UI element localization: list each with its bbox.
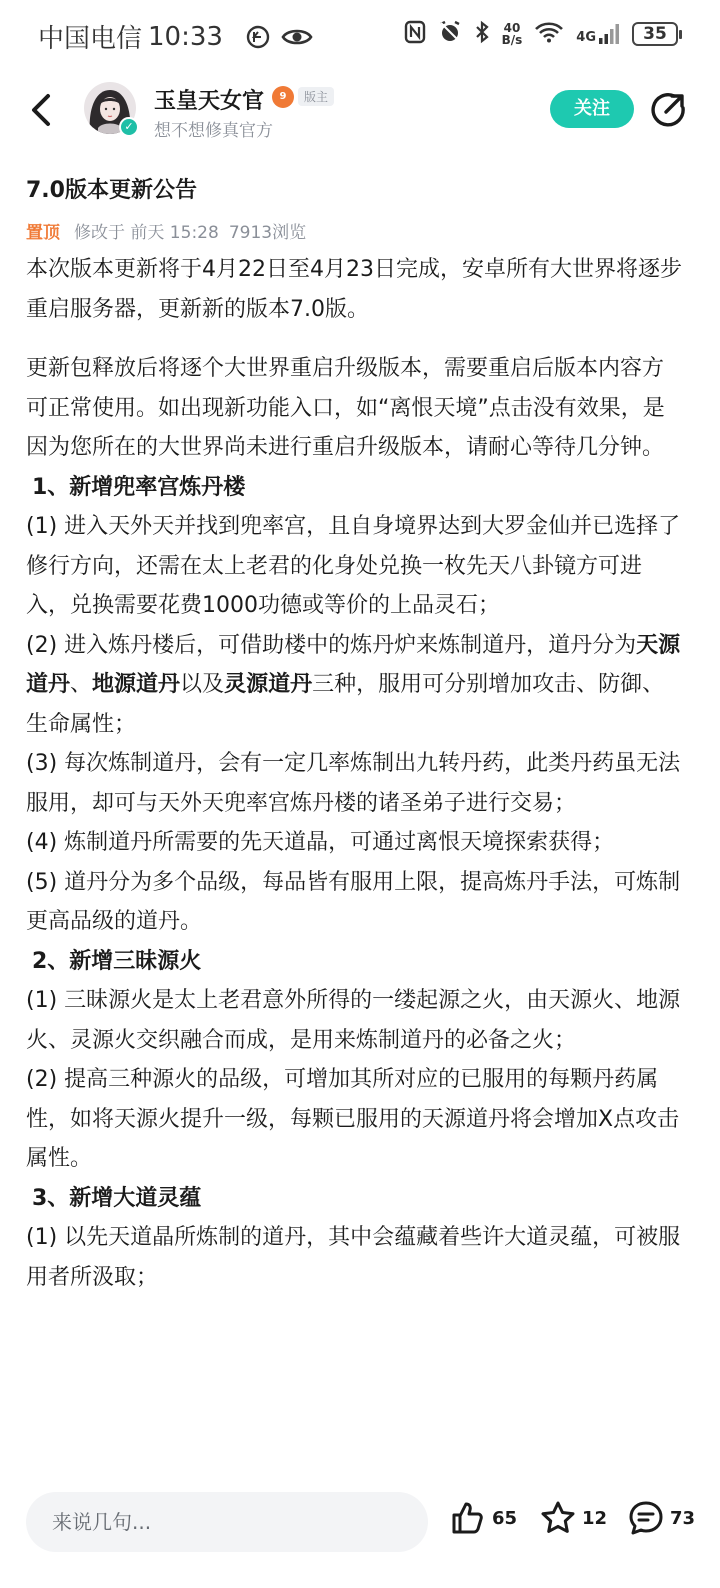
modified-time: 修改于 前天 15:28 xyxy=(74,223,219,243)
star-icon xyxy=(540,1500,576,1536)
paragraph: (2) 提高三种源火的品级，可增加其所对应的已服用的每颗丹药属性，如将天源火提升一级，每颗已服用的天源道丹将会增加X点攻击属性。 xyxy=(26,1067,680,1171)
thumbs-up-icon xyxy=(450,1500,486,1536)
bottom-action-bar xyxy=(0,1478,720,1588)
battery-level: 35 xyxy=(632,22,678,46)
paragraph: (5) 道丹分为多个品级，每品皆有服用上限，提高炼丹手法，可炼制更高品级的道丹。 xyxy=(26,869,681,934)
paragraph: (1) 以先天道晶所炼制的道丹，其中会蕴藏着些许大道灵蕴，可被服用者所汲取； xyxy=(26,1225,681,1290)
like-button[interactable] xyxy=(450,1500,517,1536)
comment-input[interactable] xyxy=(26,1492,428,1552)
comment-count: 73 xyxy=(670,1507,696,1529)
post-header xyxy=(0,76,720,156)
comment-bubble-icon xyxy=(628,1500,664,1536)
article-meta xyxy=(26,220,682,246)
author-subtitle: 想不想修真官方 xyxy=(154,121,273,141)
moderator-badge: 版主 xyxy=(298,87,334,106)
follow-button[interactable]: 关注 xyxy=(550,90,634,128)
nfc-icon xyxy=(404,20,426,48)
level-badge: 9 xyxy=(272,86,294,108)
section-heading: 2、新增三昧源火 xyxy=(32,948,202,974)
verified-badge: ✓ xyxy=(119,117,139,137)
share-icon xyxy=(650,92,686,128)
bold-term: 灵源道丹 xyxy=(224,672,313,697)
bold-term: 地源道丹 xyxy=(92,672,181,697)
status-bar xyxy=(0,0,720,76)
comment-button[interactable] xyxy=(628,1500,695,1536)
paragraph: (1) 进入天外天并找到兜率宫，且自身境界达到大罗金仙并已选择了修行方向，还需在太上老君的化身处兑换一枚先天八卦镜方可进入，兑换需要花费1000功德或等价的上品灵石； xyxy=(26,514,681,618)
paragraph: 本次版本更新将于4月22日至4月23日完成，安卓所有大世界将逐步重启服务器，更新新的版本7.0版。 xyxy=(26,257,682,322)
back-button[interactable] xyxy=(26,90,60,130)
section-heading: 1、新增兜率宫炼丹楼 xyxy=(32,474,246,500)
article xyxy=(26,172,682,1297)
article-body xyxy=(26,250,682,1297)
author-name[interactable]: 玉皇天女官 xyxy=(154,89,265,114)
chevron-left-icon xyxy=(26,90,60,130)
clock-time: 10:33 xyxy=(148,21,223,52)
cell-signal xyxy=(576,23,620,45)
signal-bars-icon xyxy=(598,23,620,45)
bluetooth-icon xyxy=(474,20,490,48)
paragraph: 更新包释放后将逐个大世界重启升级版本，需要重启后版本内容方可正常使用。如出现新功能入口，如“离恨天境”点击没有效果，是因为您所在的大世界尚未进行重启升级版本，请耐心等待几分钟。 xyxy=(26,356,665,460)
status-left xyxy=(38,18,313,55)
net-speed-value: 40 xyxy=(503,21,521,35)
text-run: (2) 进入炼丹楼后，可借助楼中的炼丹炉来炼制道丹，道丹分为 xyxy=(26,632,637,658)
status-right xyxy=(404,20,678,48)
article-title: 7.0版本更新公告 xyxy=(26,178,197,203)
data-saver-icon xyxy=(245,24,271,50)
bold-term: 天源道丹 xyxy=(26,632,681,697)
view-count: 7913浏览 xyxy=(228,223,307,243)
net-speed xyxy=(502,22,523,46)
section-heading: 3、新增大道灵蕴 xyxy=(32,1185,202,1211)
paragraph: (1) 三昧源火是太上老君意外所得的一缕起源之火，由天源火、地源火、灵源火交织融合而成，是用来炼制道丹的必备之火； xyxy=(26,988,681,1053)
network-type: 4G xyxy=(576,30,596,45)
pinned-badge: 置顶 xyxy=(26,223,60,243)
wifi-icon xyxy=(534,21,564,47)
author-avatar[interactable] xyxy=(84,82,136,134)
favorite-count: 12 xyxy=(582,1507,608,1529)
alarm-off-icon xyxy=(438,20,462,48)
share-button[interactable] xyxy=(650,92,686,128)
carrier-label: 中国电信 xyxy=(38,24,143,54)
favorite-button[interactable] xyxy=(540,1500,607,1536)
eye-icon xyxy=(281,26,313,48)
net-speed-unit: B/s xyxy=(501,33,523,47)
like-count: 65 xyxy=(492,1507,518,1529)
text-run: 三种，服用可分别增加攻击、防御、生命属性； xyxy=(26,672,665,737)
content-fade xyxy=(0,1452,720,1478)
paragraph xyxy=(26,626,682,745)
text-run: 以及 xyxy=(180,672,225,697)
text-run: 、 xyxy=(70,672,93,697)
paragraph: (4) 炼制道丹所需要的先天道晶，可通过离恨天境探索获得； xyxy=(26,830,615,855)
paragraph: (3) 每次炼制道丹，会有一定几率炼制出九转丹药，此类丹药虽无法服用，却可与天外天兜率宫炼丹楼的诸圣弟子进行交易； xyxy=(26,751,681,816)
